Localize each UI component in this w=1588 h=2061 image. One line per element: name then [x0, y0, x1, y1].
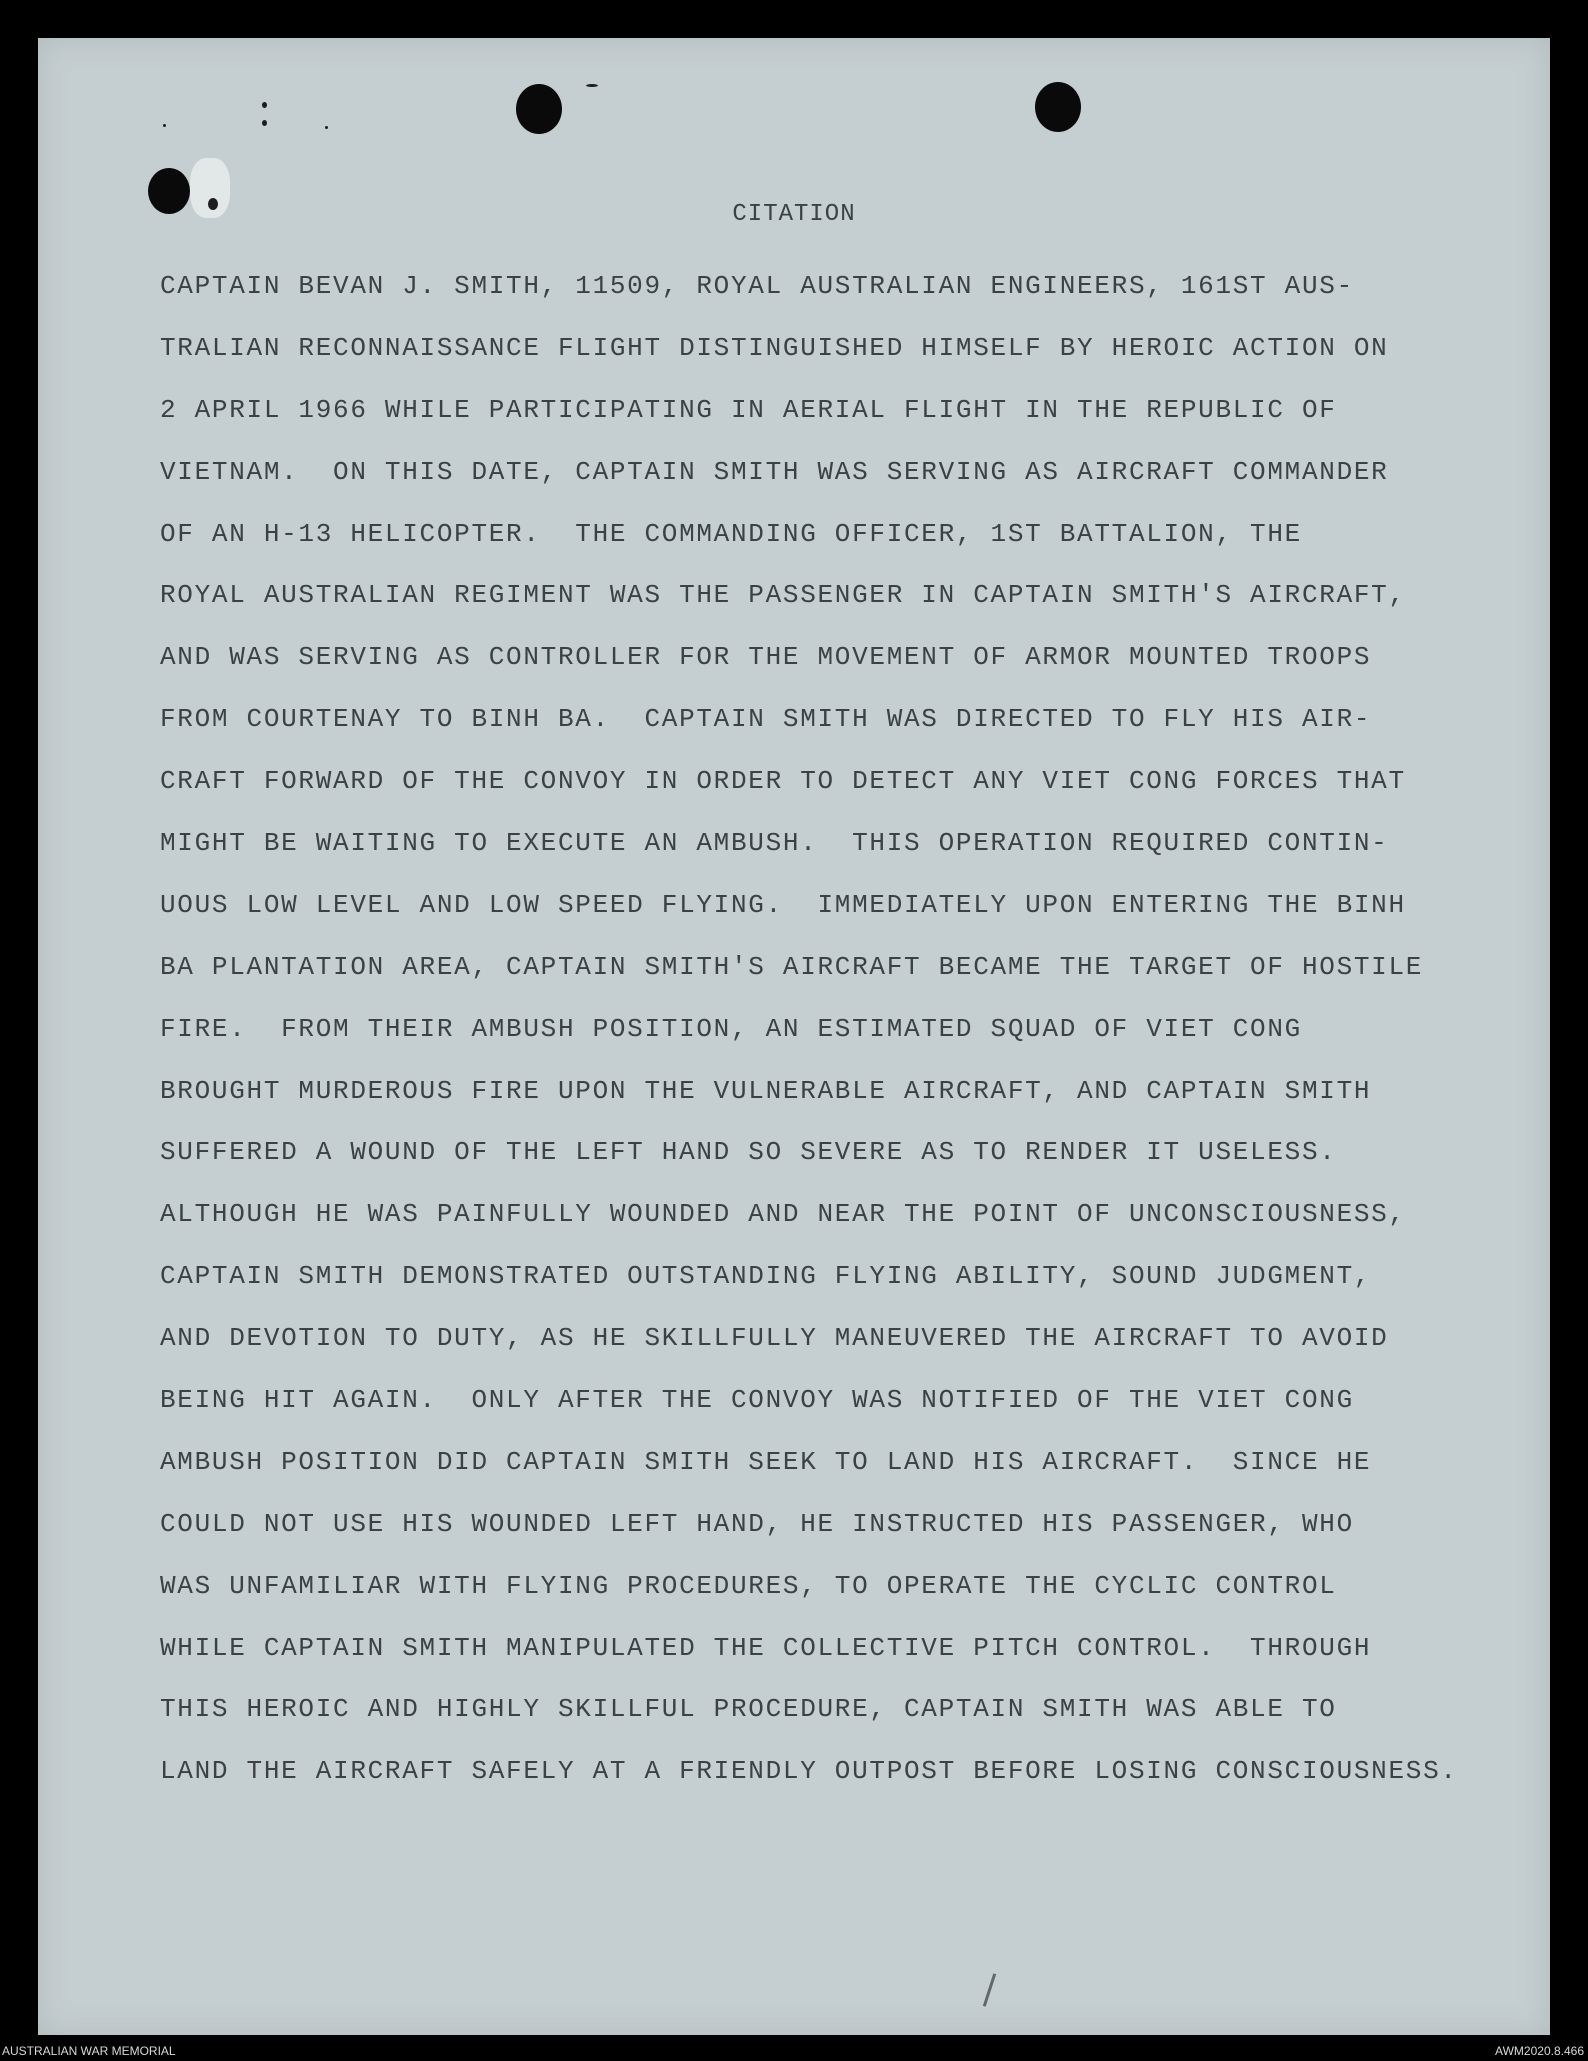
paper-speck [586, 84, 598, 87]
text-line: BROUGHT MURDEROUS FIRE UPON THE VULNERABLE AIRCRAFT, AND CAPTAIN SMITH [160, 1075, 1372, 1106]
text-line: MIGHT BE WAITING TO EXECUTE AN AMBUSH. THIS OPERATION REQUIRED CONTIN- [160, 828, 1389, 859]
text-line: CAPTAIN SMITH DEMONSTRATED OUTSTANDING FLYING ABILITY, SOUND JUDGMENT, [160, 1261, 1372, 1292]
text-line: CAPTAIN BEVAN J. SMITH, 11509, ROYAL AUSTRALIAN ENGINEERS, 161ST AUS- [160, 271, 1354, 301]
text-line: UOUS LOW LEVEL AND LOW SPEED FLYING. IMMEDIATELY UPON ENTERING THE BINH [160, 889, 1406, 920]
document-title: CITATION [732, 201, 856, 228]
text-line: FIRE. FROM THEIR AMBUSH POSITION, AN ESTIMATED SQUAD OF VIET CONG [160, 1013, 1302, 1044]
text-line: WHILE CAPTAIN SMITH MANIPULATED THE COLLECTIVE PITCH CONTROL. THROUGH [160, 1632, 1372, 1663]
text-line: FROM COURTENAY TO BINH BA. CAPTAIN SMITH WAS DIRECTED TO FLY HIS AIR- [160, 704, 1372, 735]
text-line: AND WAS SERVING AS CONTROLLER FOR THE MOVEMENT OF ARMOR MOUNTED TROOPS [160, 642, 1372, 673]
text-line: WAS UNFAMILIAR WITH FLYING PROCEDURES, TO OPERATE THE CYCLIC CONTROL [160, 1570, 1337, 1601]
text-line: COULD NOT USE HIS WOUNDED LEFT HAND, HE INSTRUCTED HIS PASSENGER, WHO [160, 1508, 1354, 1539]
pencil-mark [983, 1973, 996, 2006]
text-line: BA PLANTATION AREA, CAPTAIN SMITH'S AIRCRAFT BECAME THE TARGET OF HOSTILE [160, 951, 1424, 982]
text-line: THIS HEROIC AND HIGHLY SKILLFUL PROCEDURE, CAPTAIN SMITH WAS ABLE TO [160, 1694, 1337, 1725]
text-line: LAND THE AIRCRAFT SAFELY AT A FRIENDLY OUTPOST BEFORE LOSING CONSCIOUSNESS. [160, 1756, 1458, 1787]
text-line: ROYAL AUSTRALIAN REGIMENT WAS THE PASSENGER IN CAPTAIN SMITH'S AIRCRAFT, [160, 580, 1406, 611]
text-line: SUFFERED A WOUND OF THE LEFT HAND SO SEVERE AS TO RENDER IT USELESS. [160, 1137, 1337, 1168]
text-line: OF AN H-13 HELICOPTER. THE COMMANDING OFFICER, 1ST BATTALION, THE [160, 518, 1302, 549]
paper-speck [163, 124, 166, 127]
text-line: TRALIAN RECONNAISSANCE FLIGHT DISTINGUISHED HIMSELF BY HEROIC ACTION ON [160, 332, 1389, 363]
text-line: BEING HIT AGAIN. ONLY AFTER THE CONVOY WAS NOTIFIED OF THE VIET CONG [160, 1385, 1354, 1416]
text-line: AND DEVOTION TO DUTY, AS HE SKILLFULLY MANEUVERED THE AIRCRAFT TO AVOID [160, 1323, 1389, 1354]
text-line: VIETNAM. ON THIS DATE, CAPTAIN SMITH WAS SERVING AS AIRCRAFT COMMANDER [160, 456, 1389, 487]
paper-speck [325, 126, 328, 129]
paper-speck [262, 102, 267, 108]
text-line: 2 APRIL 1966 WHILE PARTICIPATING IN AERIAL FLIGHT IN THE REPUBLIC OF [160, 394, 1337, 425]
citation-body [160, 256, 1500, 1803]
punch-hole [516, 84, 562, 134]
text-line: ALTHOUGH HE WAS PAINFULLY WOUNDED AND NEAR THE POINT OF UNCONSCIOUSNESS, [160, 1199, 1406, 1230]
footer-catalogue-number: AWM2020.8.466 [1495, 2044, 1584, 2058]
document-page [38, 38, 1550, 2035]
punch-hole [1035, 82, 1081, 132]
footer-institution: AUSTRALIAN WAR MEMORIAL [2, 2044, 176, 2058]
paper-speck [262, 120, 267, 126]
text-line: AMBUSH POSITION DID CAPTAIN SMITH SEEK TO LAND HIS AIRCRAFT. SINCE HE [160, 1446, 1372, 1477]
text-line: CRAFT FORWARD OF THE CONVOY IN ORDER TO DETECT ANY VIET CONG FORCES THAT [160, 766, 1406, 797]
